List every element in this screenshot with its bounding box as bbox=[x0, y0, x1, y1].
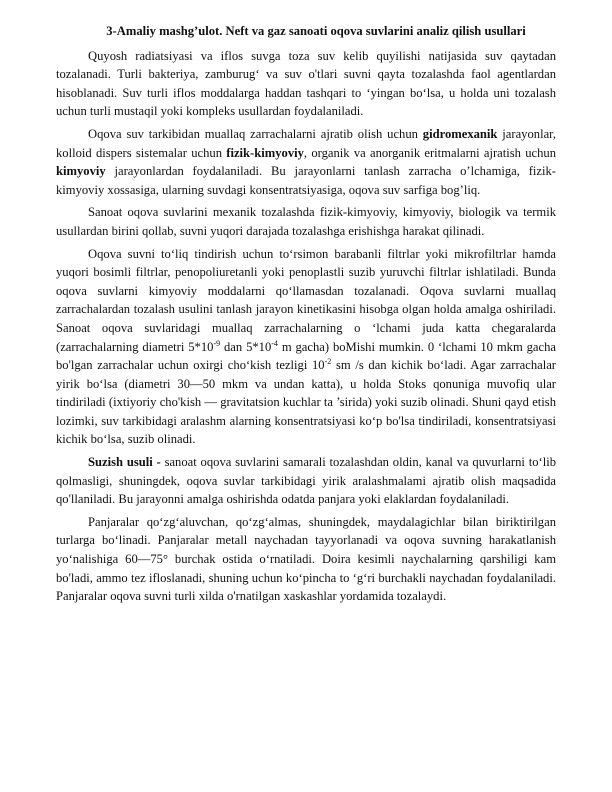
paragraph-4-text-b: dan 5*10 bbox=[220, 339, 272, 354]
paragraph-2-text-a: Oqova suv tarkibidan muallaq zarrachalarni ajratib olish uchun bbox=[88, 126, 423, 141]
paragraph-4-text-d: sm /s dan kichik bo‘ladi. Agar zarrachalar yirik bo‘lsa (diametri 30—50 mkm va undan katta), u holda Stoks qonuniga muvofiq ular tindiriladi (ixtiyoriy cho'kish — gravitatsion kuchlar ta ’sirida) yoki suzib olinadi. Shuni qayd etish lozimki, suv tarkibidagi aralashm alarning konsentratsiyasi ko‘p bo'lsa tindiriladi, konsentratsiyasi kichik bo‘lsa, suzib olinadi. bbox=[56, 358, 557, 447]
paragraph-1: Quyosh radiatsiyasi va iflos suvga toza suv kelib quyilishi natijasida suv qaytadan tozalanadi. Turli bakteriya, zamburug‘ va suv o'tlari suvni qayta tozalashda faol agentlardan hisoblanadi. Suv turli iflos moddalarga haddan tashqari to ‘yingan bo‘lsa, u holda uni tozalash uchun turli mustaqil yoki kompleks usullardan foydalaniladi. bbox=[56, 48, 556, 119]
paragraph-5-text: sanoat oqova suvlarini samarali tozalashdan oldin, kanal va quvurlarni to‘lib qolmasligi, shuningdek, oqova suvlar tarkibidagi yirik aralashmalami ajratib olish maqsadida qo'llaniladi. Bu jarayonni amalga oshirishda odatda panjara yoki elaklardan foydalaniladi. bbox=[56, 455, 556, 507]
exponent-2: -4 bbox=[271, 338, 278, 348]
paragraph-6: Panjaralar qo‘zg‘aluvchan, qo‘zg‘almas, shuningdek, maydalagichlar bilan biriktirilgan turlarga bo‘linadi. Panjaralar metall naychadan tayyorlanadi va oqova suvning harakatlanish yo‘nalishiga 60—75° burchak ostida o‘rnatiladi. Doira kesimli naychalarning qarshiligi kam bo'ladi, ammo tez ifloslanadi, shuning uchun ko‘pincha to ‘g‘ri burchakli naychadan foydalaniladi. Panjaralar oqova suvni turli xilda o'rnatilgan xaskashlar yordamida tozalaydi. bbox=[56, 514, 556, 604]
paragraph-4 bbox=[56, 245, 556, 450]
paragraph-5 bbox=[56, 453, 556, 509]
term-kimyoviy: kimyoviy bbox=[56, 164, 106, 179]
paragraph-2-text-d: , organik va anorganik eritmalarni ajratish uchun bbox=[303, 145, 556, 160]
paragraph-3: Sanoat oqova suvlarini mexanik tozalashda fizik-kimyoviy, kimyoviy, biologik va termik usullardan birini qollab, suvni yuqori darajada tozalashga erishishga harakat qilinadi. bbox=[56, 205, 556, 238]
paragraph-4-text-c: m gacha) boMishi mumkin. 0 ‘lchami 10 mkm gacha bo'lgan zarrachalar uchun oxirgi cho‘kish tezligi 10 bbox=[56, 339, 557, 373]
term-gidromexanik: gidromexanik bbox=[422, 126, 498, 141]
exponent-3: -2 bbox=[324, 357, 332, 367]
paragraph-2-text-c: jarayonlar, kolloid dispers sistemalar uchun bbox=[56, 126, 556, 160]
exponent-1: -9 bbox=[213, 338, 221, 348]
paragraph-4-text-a: Oqova suvni to‘liq tindirish uchun to‘rsimon barabanli filtrlar yoki mikrofiltrlar hamda yuqori bosimli filtrlar, penopoliuretanli yoki penoplastli suzib yuruvchi filtrlar ishlatiladi. Bunda oqova suvlarni kimyoviy moddalarni qo‘llamasdan tozalanadi. Oqova suvlarni muallaq zarrachalardan tozalash usulini tanlash jarayon kinetikasini hisobga olgan holda amalga oshiriladi. Sanoat oqova suvlaridagi muallaq zarrachalarning o ‘lchami juda katta chegaralarda (zarrachalarning diametri 5*10 bbox=[56, 246, 556, 354]
page-title: 3-Amaliy mashg’ulot. Neft va gaz sanoati oqova suvlarini analiz qilish usullari bbox=[106, 24, 526, 38]
term-suzish-usuli: Suzish usuli - bbox=[88, 455, 161, 470]
paragraph-2 bbox=[56, 125, 556, 199]
paragraph-2-text-e: jarayonlardan foydalaniladi. Bu jarayonlarni tanlash zarracha o’lchamiga, fizik-kimyoviy xossasiga, ularning suvdagi konsentratsiyasiga, oqova suv sarfiga bog’liq. bbox=[56, 164, 556, 197]
term-fizik-kimyoviy: fizik-kimyoviy bbox=[226, 145, 304, 160]
